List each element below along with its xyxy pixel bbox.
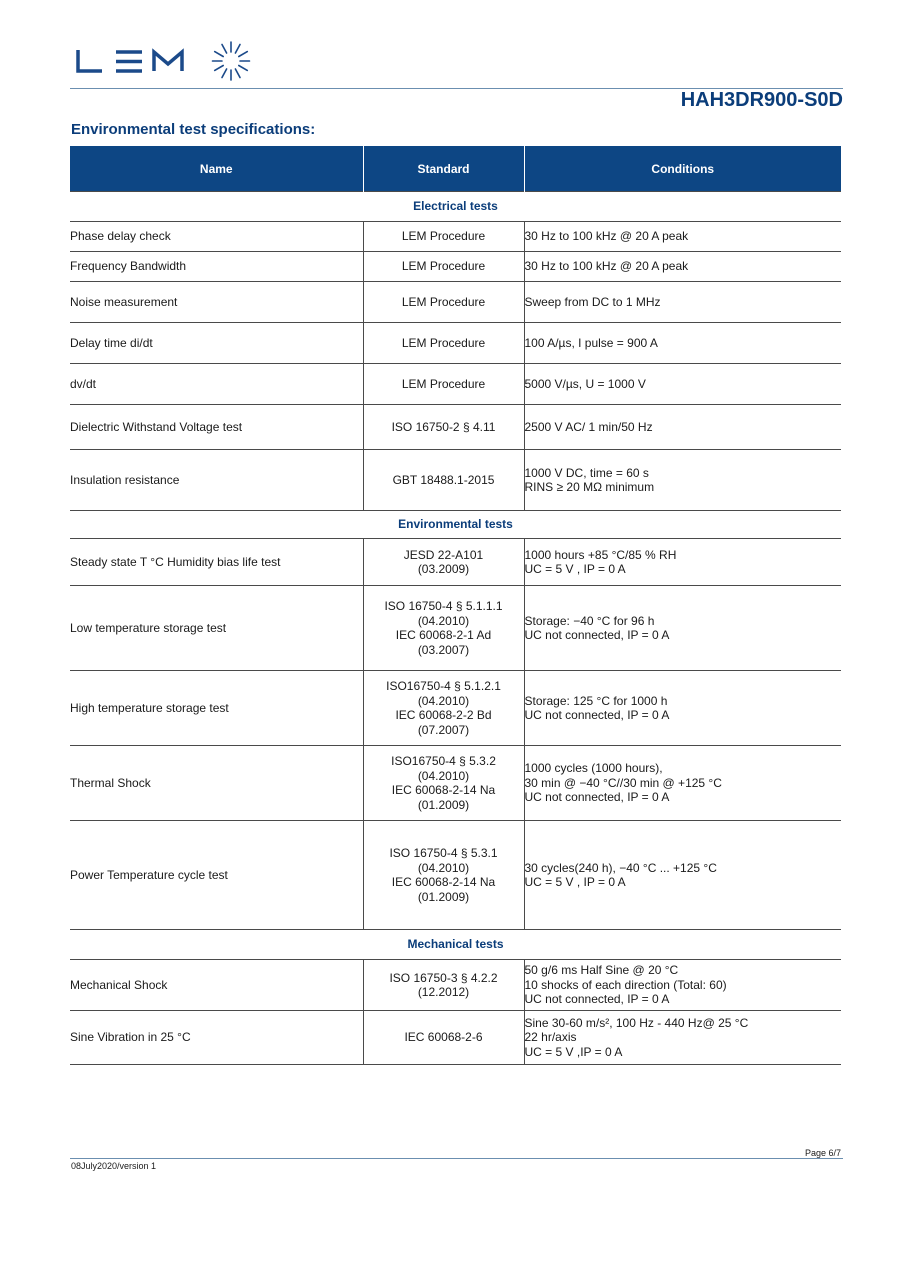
conditions-cell: 1000 hours +85 °C/85 % RH UC = 5 V , IP = 0 A	[524, 539, 841, 586]
table-row	[70, 323, 841, 364]
test-name-cell: Noise measurement	[70, 282, 363, 323]
group-heading: Environmental tests	[70, 511, 841, 539]
standard-cell: ISO 16750-4 § 5.1.1.1 (04.2010) IEC 60068-2-1 Ad (03.2007)	[363, 586, 524, 671]
conditions-cell: 1000 V DC, time = 60 s RINS ≥ 20 MΩ minimum	[524, 450, 841, 511]
test-name-cell: Phase delay check	[70, 222, 363, 252]
table-body	[70, 192, 841, 1065]
conditions-cell: 1000 cycles (1000 hours), 30 min @ −40 °C//30 min @ +125 °C UC not connected, IP = 0 A	[524, 746, 841, 821]
section-title: Environmental test specifications:	[71, 121, 316, 138]
standard-cell: LEM Procedure	[363, 252, 524, 282]
test-name-cell: Delay time di/dt	[70, 323, 363, 364]
conditions-cell: Storage: 125 °C for 1000 h UC not connected, IP = 0 A	[524, 671, 841, 746]
table-row	[70, 539, 841, 586]
test-name-cell: Power Temperature cycle test	[70, 821, 363, 930]
column-header-name: Name	[70, 146, 363, 192]
group-heading: Mechanical tests	[70, 930, 841, 960]
standard-cell: IEC 60068-2-6	[363, 1011, 524, 1065]
standard-cell: LEM Procedure	[363, 282, 524, 323]
test-name-cell: Mechanical Shock	[70, 960, 363, 1011]
column-header-standard: Standard	[363, 146, 524, 192]
table-group-row	[70, 192, 841, 222]
page-number: Page 6/7	[804, 1148, 841, 1158]
conditions-cell: 30 Hz to 100 kHz @ 20 A peak	[524, 252, 841, 282]
table-row	[70, 821, 841, 930]
standard-cell: ISO 16750-4 § 5.3.1 (04.2010) IEC 60068-2-14 Na (01.2009)	[363, 821, 524, 930]
test-name-cell: Dielectric Withstand Voltage test	[70, 405, 363, 450]
test-name-cell: Insulation resistance	[70, 450, 363, 511]
standard-cell: ISO 16750-3 § 4.2.2 (12.2012)	[363, 960, 524, 1011]
table-row	[70, 671, 841, 746]
standard-cell: ISO16750-4 § 5.1.2.1 (04.2010) IEC 60068-2-2 Bd (07.2007)	[363, 671, 524, 746]
test-name-cell: Thermal Shock	[70, 746, 363, 821]
footer-divider	[70, 1158, 843, 1159]
conditions-cell: Sweep from DC to 1 MHz	[524, 282, 841, 323]
standard-cell: LEM Procedure	[363, 323, 524, 364]
environmental-test-table	[70, 146, 841, 1065]
table-row	[70, 282, 841, 323]
standard-cell: GBT 18488.1-2015	[363, 450, 524, 511]
table-row	[70, 450, 841, 511]
table-row	[70, 746, 841, 821]
test-name-cell: Sine Vibration in 25 °C	[70, 1011, 363, 1065]
test-name-cell: Low temperature storage test	[70, 586, 363, 671]
lem-logo	[76, 40, 256, 86]
column-header-conditions: Conditions	[524, 146, 841, 192]
product-code: HAH3DR900-S0D	[680, 89, 843, 111]
document-version: 08July2020/version 1	[71, 1161, 157, 1171]
standard-cell: ISO 16750-2 § 4.11	[363, 405, 524, 450]
conditions-cell: 2500 V AC/ 1 min/50 Hz	[524, 405, 841, 450]
standard-cell: LEM Procedure	[363, 364, 524, 405]
conditions-cell: 50 g/6 ms Half Sine @ 20 °C 10 shocks of each direction (Total: 60) UC not connected, IP = 0 A	[524, 960, 841, 1011]
test-name-cell: dv/dt	[70, 364, 363, 405]
table-row	[70, 405, 841, 450]
group-heading: Electrical tests	[70, 192, 841, 222]
standard-cell: ISO16750-4 § 5.3.2 (04.2010) IEC 60068-2-14 Na (01.2009)	[363, 746, 524, 821]
test-name-cell: Frequency Bandwidth	[70, 252, 363, 282]
table-group-row	[70, 511, 841, 539]
standard-cell: JESD 22-A101 (03.2009)	[363, 539, 524, 586]
table-row	[70, 1011, 841, 1065]
table-row	[70, 252, 841, 282]
conditions-cell: 30 cycles(240 h), −40 °C ... +125 °C UC = 5 V , IP = 0 A	[524, 821, 841, 930]
conditions-cell: 30 Hz to 100 kHz @ 20 A peak	[524, 222, 841, 252]
test-name-cell: High temperature storage test	[70, 671, 363, 746]
table-group-row	[70, 930, 841, 960]
conditions-cell: Storage: −40 °C for 96 h UC not connected, IP = 0 A	[524, 586, 841, 671]
table-row	[70, 222, 841, 252]
standard-cell: LEM Procedure	[363, 222, 524, 252]
table-row	[70, 586, 841, 671]
conditions-cell: Sine 30-60 m/s², 100 Hz - 440 Hz@ 25 °C 22 hr/axis UC = 5 V ,IP = 0 A	[524, 1011, 841, 1065]
conditions-cell: 5000 V/µs, U = 1000 V	[524, 364, 841, 405]
table-row	[70, 364, 841, 405]
table-row	[70, 960, 841, 1011]
conditions-cell: 100 A/µs, I pulse = 900 A	[524, 323, 841, 364]
test-name-cell: Steady state T °C Humidity bias life test	[70, 539, 363, 586]
table-header-row	[70, 146, 841, 192]
